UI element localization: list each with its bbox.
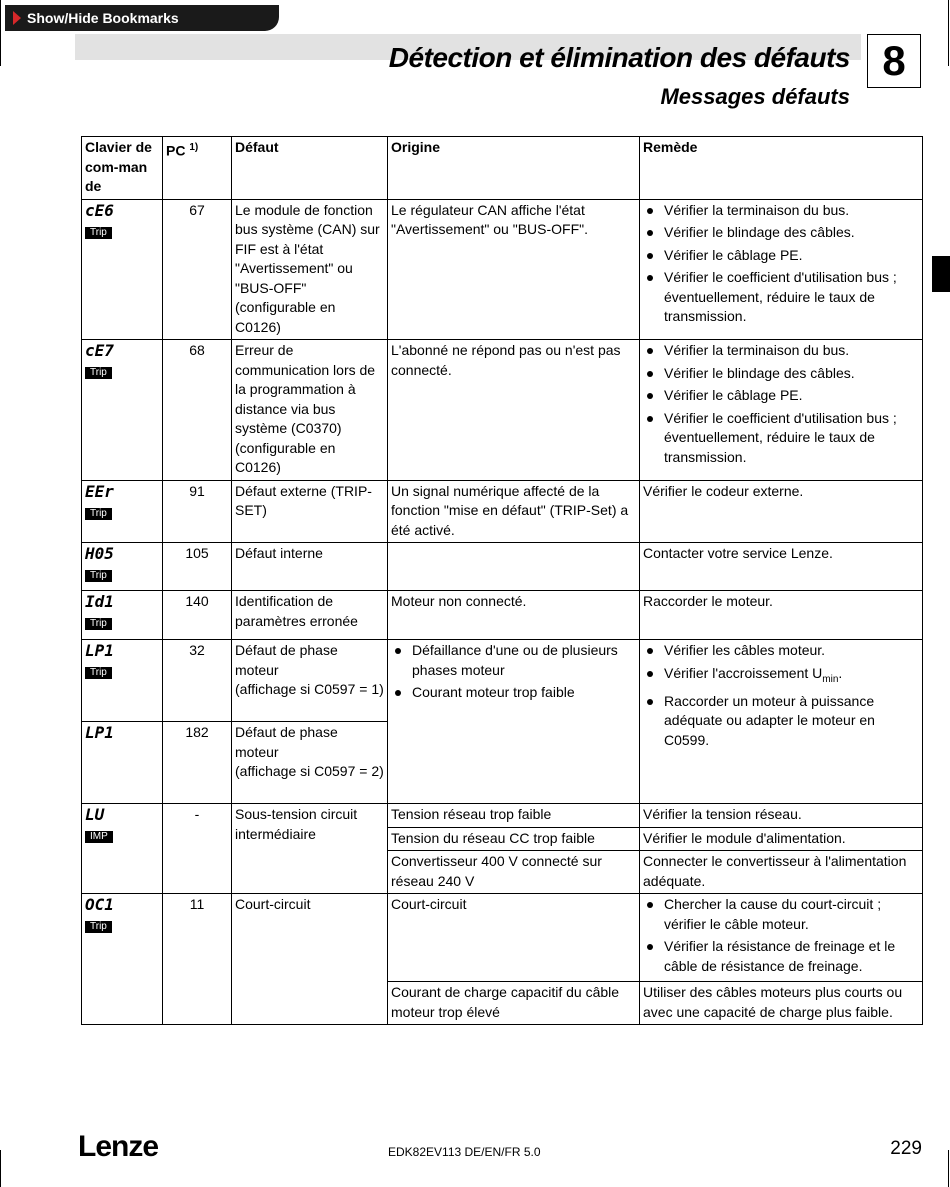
pc-cell: 140 [163,591,232,640]
fault-cell: Défaut de phase moteur (affichage si C0597 = 2) [232,722,388,804]
remedy-cell [640,894,923,982]
table-row [82,591,923,640]
chapter-number: 8 [867,34,921,88]
fault-cell: Identification de paramètres erronée [232,591,388,640]
page-number: 229 [890,1138,922,1159]
keypad-cell [82,894,163,1025]
fault-code: Id1 [85,592,114,611]
fault-code: LP1 [85,641,114,660]
fault-code: LU [85,805,105,824]
table-row [82,894,923,982]
pc-cell: 32 [163,640,232,722]
crop-mark [948,0,949,66]
fault-cell: Défaut interne [232,543,388,591]
fault-code: H05 [85,544,114,563]
list-item: Vérifier la terminaison du bus. [643,341,919,361]
remedy-cell: Vérifier le module d'alimentation. [640,827,923,851]
remedy-cell: Utiliser des câbles moteurs plus courts ou avec une capacité de charge plus faible. [640,982,923,1025]
list-item: Vérifier la terminaison du bus. [643,201,919,221]
table-row [82,199,923,340]
list-item: Défaillance d'une ou de plusieurs phases moteur [391,641,636,680]
origin-cell: Tension réseau trop faible [388,804,640,828]
remedy-cell: Raccorder le moteur. [640,591,923,640]
lenze-logo: Lenze [78,1130,159,1163]
list-item: Vérifier le coefficient d'utilisation bus ; éventuellement, réduire le taux de transmission. [643,268,919,327]
reaction-badge: Trip [85,508,112,520]
table-row [82,480,923,543]
chapter-side-marker [932,256,950,292]
origin-cell: Un signal numérique affecté de la fonction "mise en défaut" (TRIP-Set) a été activé. [388,480,640,543]
fault-code: OC1 [85,895,114,914]
pc-cell: - [163,804,232,894]
table-row [82,340,923,481]
remedy-cell [640,640,923,804]
fault-cell: Sous-tension circuit intermédiaire [232,804,388,894]
keypad-cell [82,480,163,543]
remedy-cell: Vérifier le codeur externe. [640,480,923,543]
crop-mark [0,1150,1,1187]
keypad-cell [82,640,163,722]
remedy-cell [640,340,923,481]
list-item: Vérifier le blindage des câbles. [643,223,919,243]
keypad-cell [82,591,163,640]
pc-footnote: 1) [189,142,199,153]
pc-cell: 182 [163,722,232,804]
header-fault: Défaut [232,137,388,200]
origin-cell: Tension du réseau CC trop faible [388,827,640,851]
keypad-cell [82,722,163,804]
document-reference: EDK82EV113 DE/EN/FR 5.0 [388,1145,541,1159]
reaction-badge: Trip [85,227,112,239]
keypad-cell [82,543,163,591]
fault-cell: Défaut de phase moteur (affichage si C0597 = 1) [232,640,388,722]
fault-cell: Court-circuit [232,894,388,1025]
reaction-badge: Trip [85,570,112,582]
keypad-cell [82,804,163,894]
list-item: Vérifier les câbles moteur. [643,641,919,661]
fault-code: cE7 [85,341,114,360]
list-item: Vérifier le coefficient d'utilisation bus ; éventuellement, réduire le taux de transmission. [643,409,919,468]
page-subtitle: Messages défauts [660,84,850,109]
origin-cell: L'abonné ne répond pas ou n'est pas connecté. [388,340,640,481]
header-remedy: Remède [640,137,923,200]
pc-cell: 91 [163,480,232,543]
origin-cell: Le régulateur CAN affiche l'état "Avertissement" ou "BUS-OFF". [388,199,640,340]
crop-mark [948,1150,949,1187]
bookmarks-label: Show/Hide Bookmarks [27,10,179,26]
list-item: Vérifier le blindage des câbles. [643,364,919,384]
show-hide-bookmarks-button[interactable] [5,5,279,31]
table-row [82,640,923,722]
keypad-cell [82,340,163,481]
fault-cell: Le module de fonction bus système (CAN) sur FIF est à l'état "Avertissement" ou "BUS-OFF" (configurable en C0126) [232,199,388,340]
fault-code: LP1 [85,723,114,742]
origin-cell: Court-circuit [388,894,640,982]
reaction-badge: Trip [85,367,112,379]
triangle-right-icon [13,11,21,25]
header-keypad: Clavier de com-man de [82,137,163,200]
table-row [82,804,923,828]
remedy-cell: Contacter votre service Lenze. [640,543,923,591]
reaction-badge: IMP [85,831,113,843]
pc-cell: 105 [163,543,232,591]
table-row [82,543,923,591]
pc-cell: 67 [163,199,232,340]
crop-mark [0,0,1,66]
fault-cell: Erreur de communication lors de la programmation à distance via bus système (C0370) (configurable en C0126) [232,340,388,481]
fault-messages-table [81,136,923,1025]
origin-cell [388,543,640,591]
remedy-cell [640,199,923,340]
list-item: Raccorder un moteur à puissance adéquate ou adapter le moteur en C0599. [643,692,919,751]
list-item: Vérifier la résistance de freinage et le câble de résistance de freinage. [643,937,919,976]
list-item: Chercher la cause du court-circuit ; vérifier le câble moteur. [643,895,919,934]
pc-cell: 68 [163,340,232,481]
remedy-cell: Connecter le convertisseur à l'alimentation adéquate. [640,851,923,894]
reaction-badge: Trip [85,618,112,630]
origin-cell: Moteur non connecté. [388,591,640,640]
remedy-cell: Vérifier la tension réseau. [640,804,923,828]
list-item: Vérifier le câblage PE. [643,386,919,406]
table-header-row [82,137,923,200]
fault-cell: Défaut externe (TRIP-SET) [232,480,388,543]
keypad-cell [82,199,163,340]
pc-cell: 11 [163,894,232,1025]
fault-code: EEr [85,481,114,501]
list-item: Vérifier le câblage PE. [643,246,919,266]
origin-cell [388,640,640,804]
reaction-badge: Trip [85,667,112,679]
list-item: Vérifier l'accroissement $U_{min}$. [643,664,919,689]
page-title: Détection et élimination des défauts [388,42,850,73]
header-pc: PC $^{1)}$ [163,137,232,200]
origin-cell: Convertisseur 400 V connecté sur réseau 240 V [388,851,640,894]
list-item: Courant moteur trop faible [391,683,636,703]
header-origin: Origine [388,137,640,200]
reaction-badge: Trip [85,921,112,933]
fault-code: cE6 [85,200,114,220]
origin-cell: Courant de charge capacitif du câble moteur trop élevé [388,982,640,1025]
